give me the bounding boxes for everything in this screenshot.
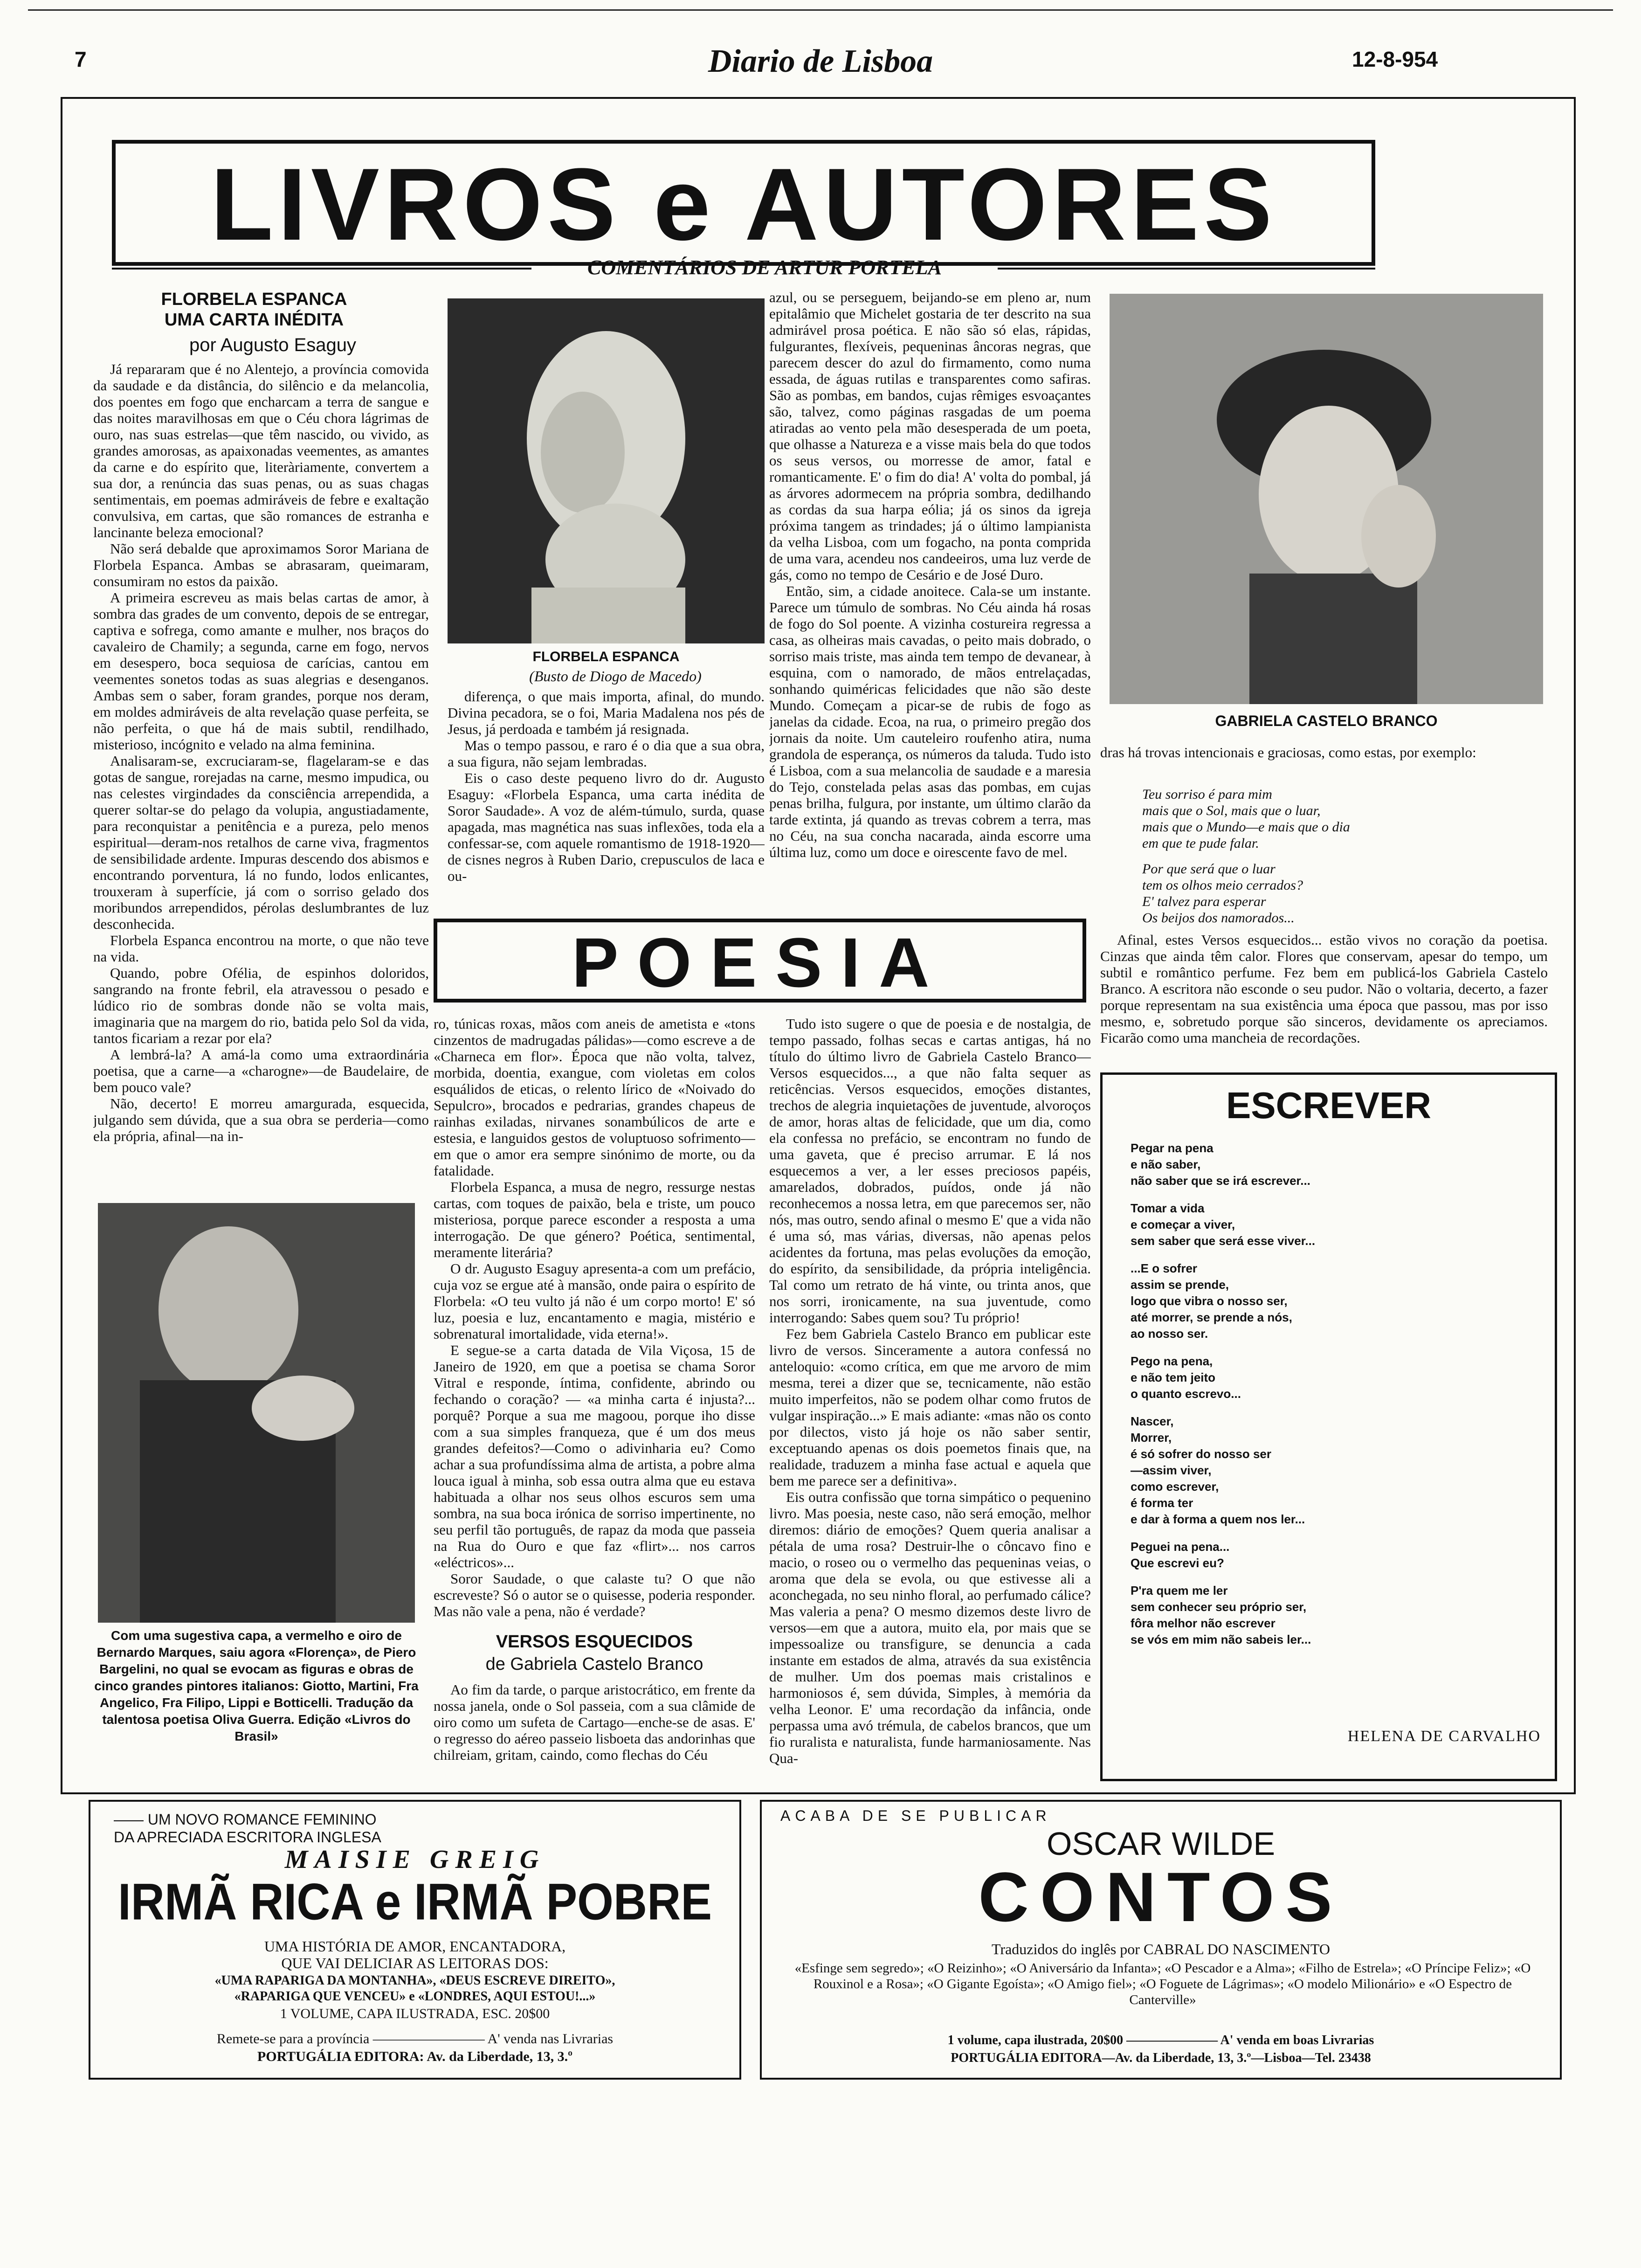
stanza [1131, 1353, 1541, 1402]
bust-caption-sub: (Busto de Diogo de Macedo) [529, 668, 702, 685]
paragraph: Tudo isto sugere o que de poesia e de nostalgia, de tempo passado, folhas secas e cartas antigas, há no título do último livro de Gabriela Castelo Branco—Versos esquecidos..., a que não falta sequer as reticências. Versos esquecidos, emoções distantes, trechos de alegria inquietações de juventude, alvoroços de amor, horas altas de felicidade, que um dia, como ela confessa no prefácio, se encontram no fundo de uma gaveta, que é preciso arrumar. E lá nos esquecemos a ver, a ler esses preciosos papéis, amarelados, dobrados, puídos, onde já não reconhecemos a nossa letra, em que parecemos ser, não nós, mas outro, sendo afinal o mesmo E' que a vida não é uma só, mas várias, diversas, não apenas pelos acidentes da fortuna, mas pelas evoluções da emoção, do espírito, da sensibilidade, da própria inteligência. Tal como um retrato de há vinte, ou trinta anos, que nos sorri, ironicamente, na sua juventude, como interrogando: Sabes quem sou? Tu próprio! [769, 1016, 1091, 1326]
ad1-title: IRMÃ RICA e IRMÃ POBRE [117, 1873, 712, 1931]
ad1-sub7: PORTUGÁLIA EDITORA: Av. da Liberdade, 13, 3.º [257, 2049, 573, 2064]
paragraph: Ao fim da tarde, o parque aristocrático, em frente da nossa janela, onde o Sol passeia, com a sua clâmide de oiro como um sufeta de Cartago—enche-se de asas. E' o regresso do aéreo passeio lisboeta das andorinhas que chilreiam, gritam, caindo, como flechas do Céu [434, 1681, 755, 1763]
versos-heading: VERSOS ESQUECIDOS [496, 1632, 693, 1652]
poem-line: ...E o sofrer [1131, 1261, 1198, 1275]
poem-line: em que te pude falar. [1142, 836, 1259, 851]
ad2-translator: Traduzidos do inglês por CABRAL DO NASCIMENTO [992, 1941, 1330, 1957]
paragraph: Então, sim, a cidade anoitece. Cala-se um instante. Parece um túmulo de sombras. No Céu ainda há rosas de fogo do Sol poente. A vizinha costureira regressa a casa, as olheiras mais cavadas, o peito mais dobrado, o sorriso mais triste, mas ainda tem tempo de devanear, à esquina, com o namorado, de mãos entrelaçadas, sonhando quiméricas felicidades que não são deste Mundo. Começam a picar-se de rubis de fogo as janelas da cidade. Ecoa, na rua, o primeiro pregão dos jornais da noite. Um cauteleiro roufenho atira, numa grandola de esperança, os números da taluda. Tudo isto é Lisboa, com a sua melancolia de saudade e a maresia do Tejo, constelada pelas asas das pombas, em cujas penas brilha, fulgura, por instante, um último clarão da tarde extinta, já quando as trevas cobrem a terra, mas no Céu, na sua concha nacarada, ainda escorre uma última luz, como um doce e oirescente favo de mel. [769, 583, 1091, 860]
paragraph: Fez bem Gabriela Castelo Branco em publicar este livro de versos. Sinceramente a autora confessá no anteloquio: «como crítica, em que me arvoro de mim mesma, terei a dizer que se, tecnicamente, não estão muito imperfeitos, não se podem olhar como frutos de vulgar inspiração...» E mais adiante: «mas não os conto por dilectos, visto já hoje os não saber sentir, exceptuando apenas os dois poemetos finais que, na realidade, traduzem a minha fase actual e aquela que bem me parece ser a definitiva». [769, 1326, 1091, 1489]
poem-line: até morrer, se prende a nós, [1131, 1310, 1292, 1324]
poem-line: como escrever, [1131, 1480, 1219, 1494]
stanza [1131, 1200, 1541, 1249]
banner-box [112, 140, 1375, 266]
poesia-col2-text [769, 1016, 1091, 1780]
ad-oscar-wilde [760, 1800, 1562, 2080]
page-number: 7 [75, 47, 87, 71]
paragraph: Não, decerto! E morreu amargurada, esquecida, julgando sem dúvida, que a sua obra se perderia—como ela própria, afinal—na in- [93, 1095, 429, 1144]
paragraph: Afinal, estes Versos esquecidos... estão vivos no coração da poetisa. Cinzas que ainda têm calor. Flores que conservam, apesar do tempo, um subtil e romântico perfume. Fez bem em publicá-los Gabriela Castelo Branco. A escritora não esconde o seu pudor. Não o voltaria, decerto, a fazer porque representam na sua existência uma época que passou, mas por isso mesmo, e, sobretudo porque são sinceros, devidamente os apreciamos. Ficarão como uma mancheia de recordações. [1100, 932, 1548, 1046]
article-heading [84, 289, 424, 330]
paragraph: Mas o tempo passou, e raro é o dia que a sua obra, a sua figura, não sejam lembradas. [448, 737, 765, 770]
ad1-sub2: QUE VAI DELICIAR AS LEITORAS DOS: [281, 1955, 549, 1971]
right-intro: dras há trovas intencionais e graciosas, como estas, por exemplo: [1100, 744, 1476, 761]
ad1-sub5: 1 VOLUME, CAPA ILUSTRADA, ESC. 20$00 [280, 2006, 550, 2021]
paragraph: Eis outra confissão que torna simpático o pequenino livro. Mas poesia, neste caso, não será emoção, melhor diremos: diário de emoções? Quem queria analisar a pétala de uma rosa? Destruir-lhe o côncavo fino e macio, o roseo ou o vermelho das pequeninas veias, o aroma que dela se evola, ou que estivesse ali a aconchegada, no seu ninho floral, ao perfumado cálice? Mas valeria a pena? O mesmo dizemos deste livro de versos—em que a autora, muito ela, por mais que se impessoalize ou transfigure, se denuncia a cada instante em estados de alma, através da sua existência de mulher. Um dos poemas mais cristalinos e harmoniosos é, sem dúvida, Simples, à memória da velha Leonor. E' uma recordação da infância, onde perpassa uma avó trémula, de cabelos brancos, que um fio ruralista e naturalista, funde harmaniosamente. Nas Qua- [769, 1489, 1091, 1766]
paragraph: ro, túnicas roxas, mãos com aneis de ametista e «tons cinzentos de madrugadas pálidas»—como escreve a de «Charneca em flor». Época que não volta, talvez, morbida, doentia, exangue, com violetas em colos esquálidos de eticas, o relento lírico de «Noivado do Sepulcro», brocados e pedrarias, grandes chapeus de rainhas exiladas, nirvanes sonambúlicos de arte e estesia, e languidos gestos de voluptuoso sofrimento—em que o amor era sempre sinónimo de morte, ou da fatalidade. [434, 1016, 755, 1179]
poesia-box [434, 919, 1086, 1003]
stanza [1131, 1583, 1541, 1648]
article-col1-text [93, 361, 429, 1182]
ad1-sub1: UMA HISTÓRIA DE AMOR, ENCANTADORA, [264, 1938, 566, 1955]
poem-line: Pegar na pena [1131, 1141, 1214, 1155]
poem-line: e começar a viver, [1131, 1217, 1235, 1231]
byline-rule-right [998, 268, 1375, 270]
paragraph: Já repararam que é no Alentejo, a província comovida da saudade e da distância, do silêncio e da melancolia, dos poentes em fogo que encharcam a terra de sangue e das noites maravilhosas em que o Céu chora lágrimas de ouro, nas suas estrelas—que têm nascido, ou vivido, as grandes amorosas, as apaixonadas veementes, as amantes da carne e do espírito que, literàriamente, convertem a sua dor, a renúncia das suas penas, ou as suas chagas sentimentais, em poemas admiráveis de febre e exaltação convulsiva, em cartas, que são romances de estranha e lancinante beleza emocional? [93, 361, 429, 540]
poesia-col1-text [434, 1016, 755, 1640]
newspaper-title: Diario de Lisboa [708, 43, 933, 79]
paragraph: A primeira escreveu as mais belas cartas de amor, à sombra das grades de um convento, depois de se entregar, captiva e sofrega, como amante e mulher, nos braços do cavaleiro de Chamily; a segunda, carne em fogo, nervos em desespero, boca sequiosa de carícias, cantou em veementes sonetos todas as suas alegrias e desenganos. Ambas sem o saber, foram grandes, porque nos deram, em moldes admiráveis de alta revelação quase perfeita, se não perfeita, o que há de mais subtil, rendilhado, misterioso, incógnito e velado na alma feminina. [93, 589, 429, 753]
poem-line: sem saber que será esse viver... [1131, 1234, 1316, 1248]
poem-line: e não tem jeito [1131, 1370, 1216, 1384]
stanza [1131, 1140, 1541, 1189]
author-photo-caption [93, 1627, 420, 1745]
paragraph: O dr. Augusto Esaguy apresenta-a com um prefácio, cuja voz se ergue até à mansão, onde paira o espírito de Florbela: «O teu vulto já não é um corpo morto! E' só luz, poesia e luz, encantamento e magia, mistério e sobrenatural imortalidade, vida eterna!». [434, 1260, 755, 1342]
paragraph: A lembrá-la? A amá-la como uma extraordinária poetisa, que a carne—a «charogne»—de Baudelaire, de bem pouco vale? [93, 1046, 429, 1095]
poem-line: ao nosso ser. [1131, 1327, 1208, 1341]
ad-maisie-greig [89, 1800, 741, 2080]
poem1 [1142, 786, 1543, 851]
stanza [1131, 1413, 1541, 1528]
article-author: por Augusto Esaguy [189, 335, 357, 355]
poem-line: sem conhecer seu próprio ser, [1131, 1600, 1307, 1614]
article-col3-text [769, 289, 1091, 909]
ad1-sub6: Remete-se para a província ———————— A' venda nas Livrarias [216, 2031, 614, 2047]
ad1-line2: DA APRECIADA ESCRITORA INGLESA [114, 1829, 381, 1846]
poem-line: fôra melhor não escrever [1131, 1616, 1276, 1630]
poem-line: Por que será que o luar [1142, 861, 1276, 877]
article-heading-line2: UMA CARTA INÉDITA [164, 310, 344, 330]
top-rule [28, 9, 1613, 11]
poem-line: Pego na pena, [1131, 1354, 1213, 1368]
poem-line: Os beijos dos namorados... [1142, 910, 1295, 926]
ad2-list: «Esfinge sem segredo»; «O Reizinho»; «O Aniversário da Infanta»; «O Pescador e a Alma»; «Filho de Estrela»; «O Príncipe Feliz»; «O Rouxinol e a Rosa»; «O Gigante Egoísta»; «O Amigo fiel»; «O Foguete de Lágrimas»; «O modelo Milionário» e «O Espectro de Canterville» [794, 1961, 1531, 2007]
poem-line: Morrer, [1131, 1431, 1172, 1445]
byline-rule-left [112, 268, 531, 270]
escrever-box [1100, 1072, 1557, 1781]
banner-byline: COMENTÁRIOS DE ARTUR PORTELA [587, 256, 942, 279]
poem-line: mais que o Mundo—e mais que o dia [1142, 819, 1350, 835]
ad2-foot2: PORTUGÁLIA EDITORA—Av. da Liberdade, 13, 3.º—Lisboa—Tel. 23438 [951, 2051, 1371, 2065]
ad1-sub4: «RAPARIGA QUE VENCEU» e «LONDRES, AQUI ESTOU!...» [234, 1989, 596, 2004]
article-heading-line1: FLORBELA ESPANCA [161, 290, 347, 309]
author-photo [98, 1203, 415, 1623]
poesia-title: POESIA [572, 923, 948, 1002]
poem-line: não saber que se irá escrever... [1131, 1174, 1310, 1188]
paragraph: diferença, o que mais importa, afinal, do mundo. Divina pecadora, se o foi, Maria Madalena nos pés de Jesus, já perdoada e também já resignada. [448, 688, 765, 737]
poem-line: —assim viver, [1131, 1463, 1212, 1477]
ad2-title: CONTOS [978, 1858, 1344, 1936]
poem-line: assim se prende, [1131, 1278, 1229, 1292]
paragraph: Soror Saudade, o que calaste tu? O que não escreveste? Só o autor se o quisesse, poderia responder. Mas não vale a pena, não é verdade? [434, 1570, 755, 1619]
gabriela-portrait-photo [1110, 294, 1543, 704]
poem-line: Tomar a vida [1131, 1201, 1205, 1215]
escrever-title: ESCREVER [1226, 1085, 1432, 1126]
poem-line: Teu sorriso é para mim [1142, 787, 1272, 802]
paragraph: Quando, pobre Ofélia, de espinhos doloridos, sangrando na fronte febril, ela atravessou o pesado e lúdico rio de sombras donde não se volta mais, imaginaria que na margem do rio, batida pelo Sol da vida, tantos ficariam a rezar por ela? [93, 965, 429, 1046]
paragraph: Analisaram-se, excruciaram-se, flagelaram-se e das gotas de sangue, rorejadas na carne, mesmo impudica, ou nas celestes virgindades da consciência arrependida, a querer soltar-se do pelago da volupia, angustiadamente, para reconquistar a penitência e a pureza, pelo menos espiritual—deram-nos retalhos de carne viva, fragmentos de sensibilidade ardente. Impuras descendo dos abismos e encontrando porventura, lá no fundo, lodos enlicantes, trouxeram à superfície, já com o sorriso gelado dos moribundos arrependidos, pérolas deslumbrantes de luz desconhecida. [93, 753, 429, 932]
issue-date: 12-8-954 [1352, 47, 1438, 71]
ad1-line1: —— UM NOVO ROMANCE FEMININO [114, 1811, 377, 1828]
versos-author: de Gabriela Castelo Branco [485, 1654, 703, 1674]
bust-caption-title: FLORBELA ESPANCA [532, 649, 680, 664]
paragraph: Florbela Espanca, a musa de negro, ressurge nestas cartas, com toques de paixão, bela e triste, um pouco misteriosa, porque parece esconder a resposta a uma interrogação. De que género? Poética, sentimental, meramente literária? [434, 1179, 755, 1260]
bust-illustration [448, 298, 765, 643]
stanza [1131, 1260, 1541, 1342]
florbela-bust-photo [448, 298, 765, 643]
poem-line: logo que vibra o nosso ser, [1131, 1294, 1288, 1308]
caption-text: Com uma sugestiva capa, a vermelho e oiro de Bernardo Marques, saiu agora «Florença», de Piero Bargelini, no qual se evocam as figuras e obras de cinco grandes pintores italianos: Giotto, Martini, Fra Angelico, Fra Filipo, Lippi e Botticelli. Tradução da talentosa poetisa Oliva Guerra. Edição «Livros do Brasil» [94, 1628, 419, 1743]
poem-line: Que escrevi eu? [1131, 1556, 1224, 1570]
poem-line: o quanto escrevo... [1131, 1387, 1241, 1401]
poem-line: é só sofrer do nosso ser [1131, 1447, 1271, 1461]
paragraph: Não será debalde que aproximamos Soror Mariana de Florbela Espanca. Ambas se abrasaram, queimaram, consumiram no estos da paixão. [93, 540, 429, 589]
versos-text [434, 1681, 755, 1779]
poem-line: e não saber, [1131, 1157, 1201, 1171]
author-illustration [98, 1203, 415, 1623]
escrever-author: HELENA DE CARVALHO [1347, 1728, 1541, 1745]
poem-line: tem os olhos meio cerrados? [1142, 878, 1303, 893]
ad2-line1: ACABA DE SE PUBLICAR [780, 1807, 1051, 1824]
poem-line: se vós em mim não sabeis ler... [1131, 1632, 1311, 1646]
poem-line: é forma ter [1131, 1496, 1193, 1510]
ad1-sub3: «UMA RAPARIGA DA MONTANHA», «DEUS ESCREVE DIREITO», [214, 1973, 615, 1988]
poem-line: E' talvez para esperar [1142, 894, 1266, 909]
paragraph: Florbela Espanca encontrou na morte, o que não teve na vida. [93, 932, 429, 965]
ad2-foot1: 1 volume, capa ilustrada, 20$00 ——————— A' venda em boas Livrarias [947, 2033, 1374, 2047]
gabriela-caption: GABRIELA CASTELO BRANCO [1215, 712, 1438, 729]
poem-line: Peguei na pena... [1131, 1540, 1230, 1554]
paragraph: azul, ou se perseguem, beijando-se em pleno ar, num epitalâmio que Michelet gostaria de ter descrito na sua admirável prosa poética. E não são só elas, rápidas, fulgurantes, flexíveis, pequeninas âncoras negras, que parecem descer do azul do firmamento, como numa essada, de águas rutilas e transparentes como safiras. São as pombas, em bandos, cujas rêmiges esvoaçantes são, talvez, como páginas rasgadas de um poema atiradas ao vento pela mão desesperada de um poeta, que olhasse a Natureza e a visse mais bela do que todos os seus versos, ou morresse de amor, fatal e romanticamente. E' o fim do dia! A' volta do pombal, já as árvores adormecem na própria sombra, dedilhando as cordas da sua harpa eólia; já os sinos da igreja próxima tangem as trindades; já o último lampianista da velha Lisboa, com um fogacho, na ponta comprida de uma vara, acendeu nos candeeiros, uma luz verde de gás, como no tempo de Cesário e de José Duro. [769, 289, 1091, 583]
poem2 [1142, 861, 1543, 926]
banner-title: LIVROS e AUTORES [210, 147, 1277, 262]
header-bar [0, 0, 1641, 89]
poem-line: Nascer, [1131, 1414, 1174, 1428]
paragraph: Eis o caso deste pequeno livro do dr. Augusto Esaguy: «Florbela Espanca, uma carta inédita de Soror Saudade». A voz de além-túmulo, surda, quase apagada, mas magnética nas suas inflexões, toda ela a confessar-se, com aquele romantismo de 1918-1920—de cisnes negros à Ruben Dario, crepusculos de laca e ou- [448, 770, 765, 884]
right-after-text [1100, 932, 1548, 1062]
article-col2-text [448, 688, 765, 907]
ad2-author: OSCAR WILDE [1046, 1825, 1276, 1862]
poem-line: P'ra quem me ler [1131, 1583, 1228, 1597]
escrever-poem [1131, 1140, 1541, 1659]
portrait-illustration [1110, 294, 1543, 704]
ad1-author: MAISIE GREIG [284, 1845, 545, 1874]
poem-line: mais que o Sol, mais que o luar, [1142, 803, 1321, 818]
poem-line: e dar à forma a quem nos ler... [1131, 1512, 1305, 1526]
stanza [1131, 1539, 1541, 1571]
paragraph: E segue-se a carta datada de Vila Viçosa, 15 de Janeiro de 1920, em que a poetisa se chama Soror Vitral e responde, íntima, confidente, abrindo ou fechando o coração? — «a minha carta é injusta?... porquê? Porque a sua me magoou, porque iho disse com a sua simples franqueza, que é um dos meus grandes defeitos?—Como o adivinharia eu? Como achar a sua profundíssima alma de artista, a pobre alma louca igual à minha, sob essa outra alma que eu estava habituada a olhar nos seus olhos escuros sem uma sombra, na sua boca irónica de sorriso impertinente, no seu perfil tão português, de rapaz da moda que passeia na Rua do Ouro e que faz «flirt»... nos carros «eléctricos»... [434, 1342, 755, 1570]
